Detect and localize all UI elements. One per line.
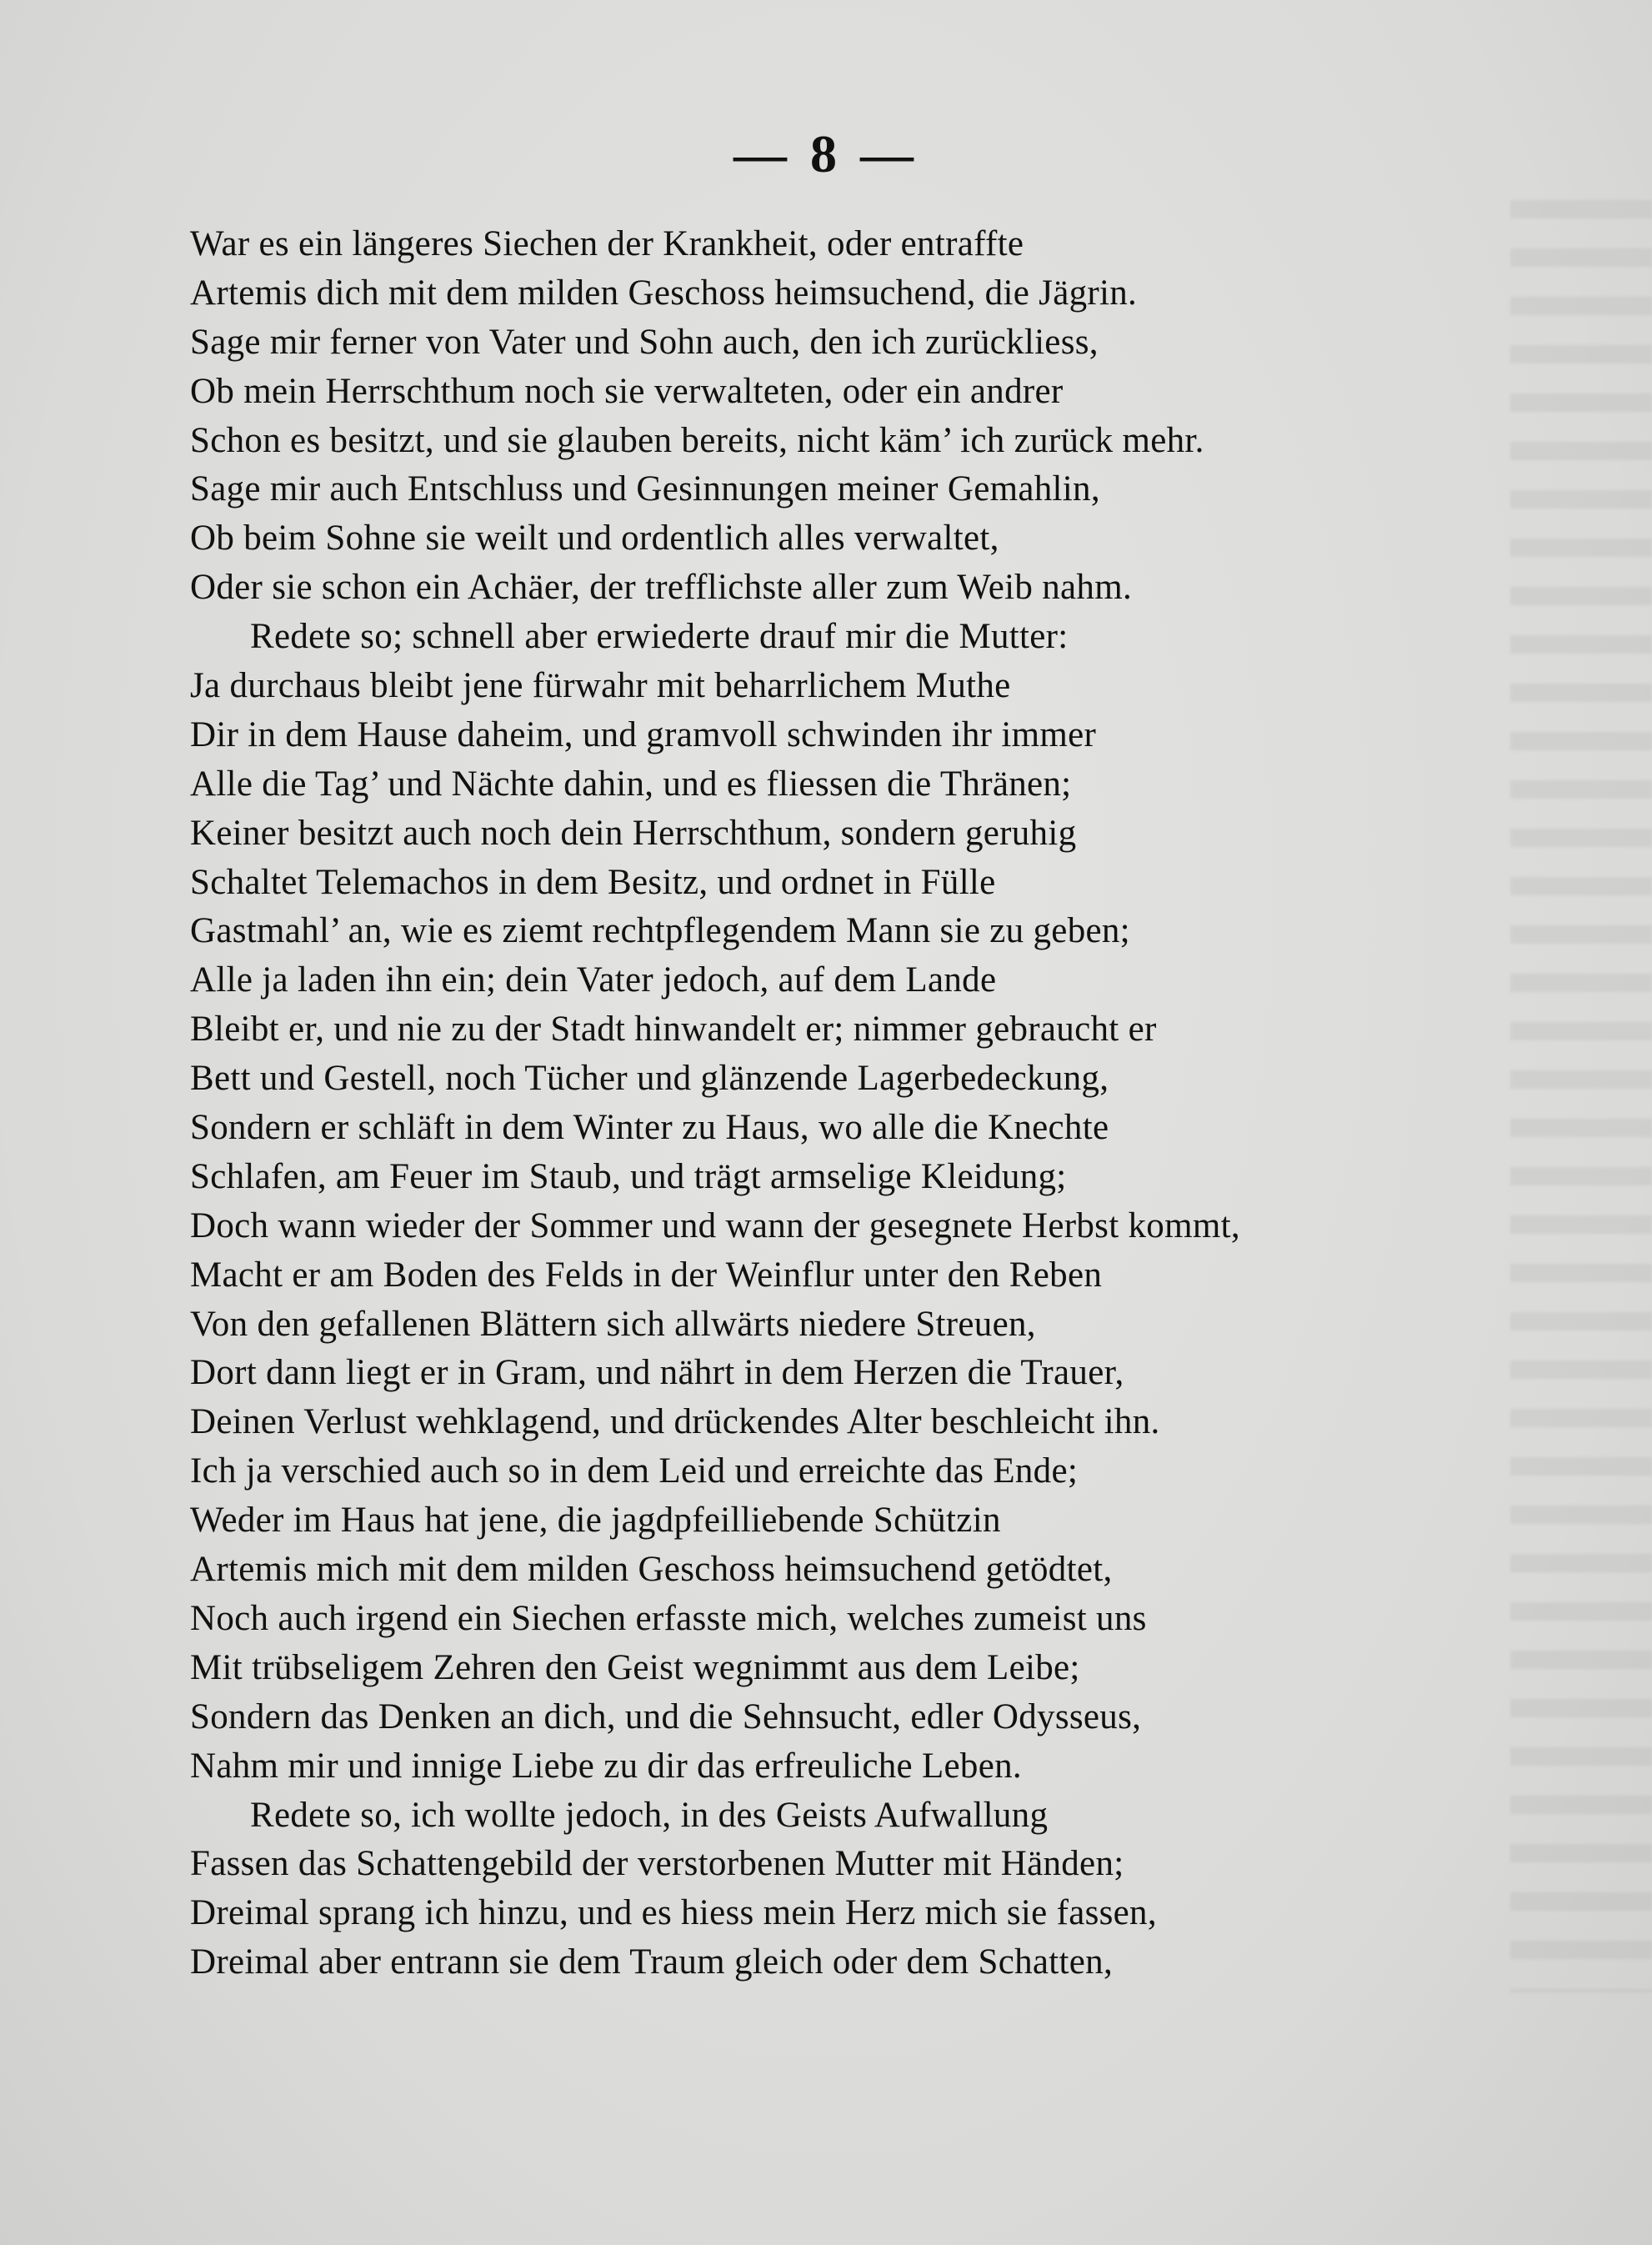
- verse-line: Bett und Gestell, noch Tücher und glänzende Lagerbedeckung,: [190, 1059, 1109, 1099]
- verse-line: Ich ja verschied auch so in dem Leid und erreichte das Ende;: [190, 1451, 1079, 1491]
- verse-line: Noch auch irgend ein Siechen erfasste mich, welches zumeist uns: [190, 1598, 1147, 1638]
- verse-line: Oder sie schon ein Achäer, der trefflichste aller zum Weib nahm.: [190, 568, 1133, 608]
- verse-text-block: [190, 220, 1457, 1987]
- verse-line: Dreimal sprang ich hinzu, und es hiess mein Herz mich sie fassen,: [190, 1893, 1157, 1933]
- verse-line: Macht er am Boden des Felds in der Weinflur unter den Reben: [190, 1255, 1103, 1295]
- verse-line: Doch wann wieder der Sommer und wann der gesegnete Herbst kommt,: [190, 1205, 1240, 1245]
- verse-line: Schon es besitzt, und sie glauben bereits, nicht käm’ ich zurück mehr.: [190, 420, 1204, 460]
- verse-line: Artemis dich mit dem milden Geschoss heimsuchend, die Jägrin.: [190, 273, 1138, 313]
- verse-line: Fassen das Schattengebild der verstorbenen Mutter mit Händen;: [190, 1844, 1124, 1884]
- verse-line: Mit trübseligem Zehren den Geist wegnimmt aus dem Leibe;: [190, 1647, 1080, 1687]
- verse-line: Weder im Haus hat jene, die jagdpfeilliebende Schützin: [190, 1501, 1001, 1541]
- verse-line: Artemis mich mit dem milden Geschoss heimsuchend getödtet,: [190, 1550, 1113, 1590]
- verse-line: Sondern er schläft in dem Winter zu Haus, wo alle die Knechte: [190, 1108, 1109, 1148]
- verse-line: Sage mir ferner von Vater und Sohn auch, den ich zurückliess,: [190, 322, 1099, 362]
- verse-line: Schlafen, am Feuer im Staub, und trägt armselige Kleidung;: [190, 1156, 1067, 1196]
- verse-line: Bleibt er, und nie zu der Stadt hinwandelt er; nimmer gebraucht er: [190, 1010, 1157, 1050]
- verse-line: Nahm mir und innige Liebe zu dir das erfreuliche Leben.: [190, 1746, 1022, 1786]
- verse-line: Ob mein Herrschthum noch sie verwalteten, oder ein andrer: [190, 371, 1064, 411]
- verse-line: Dort dann liegt er in Gram, und nährt in dem Herzen die Trauer,: [190, 1353, 1124, 1393]
- verse-line: Ob beim Sohne sie weilt und ordentlich alles verwaltet,: [190, 519, 999, 559]
- bleed-through-text: [1510, 200, 1652, 1992]
- verse-line: Dir in dem Hause daheim, und gramvoll schwinden ihr immer: [190, 714, 1097, 754]
- verse-line: Deinen Verlust wehklagend, und drückendes Alter beschleicht ihn.: [190, 1402, 1160, 1442]
- verse-line: Alle ja laden ihn ein; dein Vater jedoch, auf dem Lande: [190, 960, 997, 1000]
- verse-line: Sage mir auch Entschluss und Gesinnungen meiner Gemahlin,: [190, 469, 1100, 509]
- verse-line: Gastmahl’ an, wie es ziemt rechtpflegendem Mann sie zu geben;: [190, 911, 1130, 951]
- verse-line: Von den gefallenen Blättern sich allwärts niedere Streuen,: [190, 1304, 1036, 1344]
- verse-line: Sondern das Denken an dich, und die Sehnsucht, edler Odysseus,: [190, 1696, 1142, 1736]
- verse-line: War es ein längeres Siechen der Krankheit, oder entraffte: [190, 224, 1024, 263]
- verse-line: Schaltet Telemachos in dem Besitz, und ordnet in Fülle: [190, 862, 996, 902]
- verse-line: Redete so; schnell aber erwiederte drauf mir die Mutter:: [250, 617, 1069, 657]
- verse-line: Alle die Tag’ und Nächte dahin, und es fliessen die Thränen;: [190, 764, 1072, 804]
- verse-line: Keiner besitzt auch noch dein Herrschthum, sondern geruhig: [190, 813, 1077, 853]
- page-number: — 8 —: [733, 124, 919, 183]
- verse-line: Dreimal aber entrann sie dem Traum gleich oder dem Schatten,: [190, 1942, 1114, 1982]
- verse-line: Redete so, ich wollte jedoch, in des Geists Aufwallung: [250, 1795, 1049, 1835]
- verse-line: Ja durchaus bleibt jene fürwahr mit beharrlichem Muthe: [190, 666, 1011, 706]
